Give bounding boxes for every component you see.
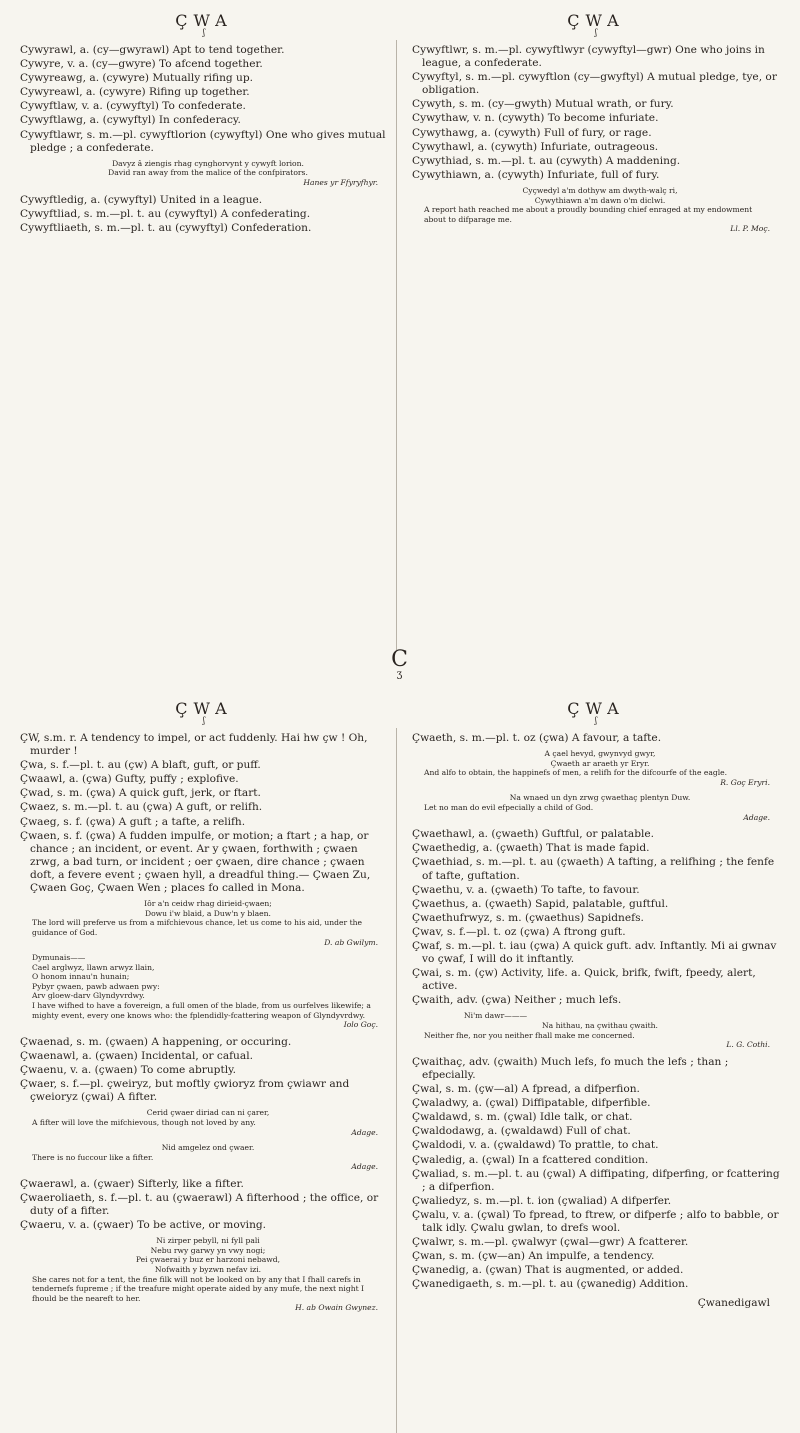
- dictionary-entry: Cywyftlaw, v. a. (cywyftyl) To confederate.: [20, 100, 246, 113]
- running-header: ÇWA ʃ: [567, 11, 625, 37]
- dictionary-entry: Cywyftlawg, a. (cywyftyl) In confederacy.: [20, 114, 241, 127]
- quote-cite: Ll. P. Moç.: [730, 224, 770, 234]
- dictionary-entry: Çwanedig, a. (çwan) That is augmented, or added.: [412, 1264, 684, 1277]
- quote-line: A çael hevyd, gwynvyd gwyr,: [544, 749, 656, 759]
- quote-line: Pei çwaerai y buz er harzoni nebawd,: [135, 1255, 281, 1265]
- quote-cite: L. G. Cothi.: [726, 1040, 770, 1050]
- bottom-right-column: [412, 688, 780, 1311]
- dictionary-entry: Cywythiad, s. m.—pl. t. au (cywyth) A maddening.: [412, 154, 681, 167]
- quote-cite: H. ab Owain Gwynez.: [295, 1303, 378, 1313]
- dictionary-entry: Çwaith, adv. (çwa) Neither ; much lefs.: [412, 994, 622, 1007]
- quote-translation: And alfo to obtain, the happinefs of men, a relifh for the difcourfe of the eagle.: [424, 768, 728, 778]
- dictionary-entry: Çwaenu, v. a. (çwaen) To come abruptly.: [20, 1064, 237, 1077]
- quote-block: [424, 186, 780, 234]
- dictionary-entry: Çwa, s. f.—pl. t. au (çw) A blaft, guft, or puff.: [20, 759, 261, 772]
- dictionary-entry: Çwaethedig, a. (çwaeth) That is made fapid.: [412, 842, 650, 855]
- quote-cite: Adage.: [351, 1127, 378, 1137]
- dictionary-entry: Cywythiawn, a. (cywyth) Infuriate, full of fury.: [412, 168, 660, 181]
- section-letter: C ʒ: [391, 647, 409, 680]
- dictionary-entry: Çwaldodi, v. a. (çwaldawd) To prattle, to chat.: [412, 1139, 659, 1152]
- dictionary-entry: Çwaeg, s. f. (çwa) A guft ; a tafte, a relifh.: [20, 815, 246, 828]
- quote-translation: There is no fuccour like a fifter.: [32, 1152, 154, 1162]
- quote-line: Pybyr çwaen, pawb adwaen pwy:: [32, 981, 160, 991]
- dictionary-entry: Cywyreawl, a. (cywyre) Rifing up together.: [20, 86, 250, 99]
- dictionary-entry: Çwav, s. f.—pl. t. oz (çwa) A ftrong guft.: [412, 925, 626, 938]
- dictionary-entry: Çwaenawl, a. (çwaen) Incidental, or cafual.: [20, 1049, 253, 1062]
- running-header: ÇWA ʃ: [175, 699, 233, 725]
- dictionary-entry: Cywythawl, a. (cywyth) Infuriate, outrageous.: [412, 140, 659, 153]
- dictionary-entry: Çwaawl, a. (çwa) Gufty, puffy ; explofive.: [20, 773, 239, 786]
- dictionary-entry: Cywyftledig, a. (cywyftyl) United in a league.: [20, 193, 263, 206]
- dictionary-entry: Çwal, s. m. (çw—al) A fpread, a difperfion.: [412, 1083, 640, 1096]
- dictionary-entry: Çwaethawl, a. (çwaeth) Guftful, or palatable.: [412, 828, 655, 841]
- dictionary-entry: Çwaen, s. f. (çwa) A fudden impulfe, or motion; a ftart ; a hap, or chance ; an incident, or event. Ar y çwaen, forthwith ; çwaen zrwg, a bad turn, or incident ; oer çwaen, dire chance ; çwaen doft, a fevere event ; çwaen hyll, a dreadful thing.— Çwaen Zu, Çwaen Goç, Çwaen Wen ; places fo called in Mona.: [20, 829, 371, 895]
- quote-block: [32, 899, 388, 947]
- dictionary-entry: Çwaldawd, s. m. (çwal) Idle talk, or chat.: [412, 1111, 633, 1124]
- dictionary-entry: Çwaliedyz, s. m.—pl. t. ion (çwaliad) A difperfer.: [412, 1194, 672, 1207]
- quote-cite: Iolo Goç.: [343, 1020, 378, 1030]
- dictionary-entry: Çwaethufrwyz, s. m. (çwaethus) Sapidnefs.: [412, 911, 644, 924]
- quote-block: [32, 1236, 388, 1313]
- quote-line: Cerid çwaer diriad can ni çarer,: [146, 1108, 270, 1118]
- dictionary-entry: Cywyftliaeth, s. m.—pl. t. au (cywyftyl) Confederation.: [20, 221, 312, 234]
- dictionary-entry: Çwai, s. m. (çw) Activity, life. a. Quick, brifk, fwift, fpeedy, alert, active.: [412, 967, 756, 993]
- dictionary-entry: Cywythaw, v. n. (cywyth) To become infuriate.: [412, 112, 659, 125]
- quote-cite: Adage.: [743, 812, 770, 822]
- dictionary-entry: Cywyreawg, a. (cywyre) Mutually rifing up.: [20, 72, 254, 85]
- dictionary-entry: Çwaethu, v. a. (çwaeth) To tafte, to favour.: [412, 883, 640, 896]
- dictionary-entry: Çwaeroliaeth, s. f.—pl. t. au (çwaerawl) A fifterhood ; the office, or duty of a fifter.: [20, 1191, 379, 1218]
- quote-line: Na wnaed un dyn zrwg çwaethaç plentyn Duw.: [509, 793, 691, 803]
- dictionary-entry: Cywythawg, a. (cywyth) Full of fury, or rage.: [412, 126, 652, 139]
- quote-cite: Hanes yr Ffyryfhyr.: [303, 177, 378, 187]
- dictionary-entry: Çwaliad, s. m.—pl. t. au (çwal) A diffipating, difperfing, or fcattering ; a difperfion.: [412, 1167, 780, 1193]
- dictionary-entry: Cywyftlawr, s. m.—pl. cywyftlorion (cywyftyl) One who gives mutual pledge ; a confederate.: [20, 128, 386, 154]
- quote-translation: A fifter will love the mifchievous, though not loved by any.: [32, 1117, 256, 1127]
- dictionary-entry: Çwad, s. m. (çwa) A quick guft, jerk, or ftart.: [20, 787, 261, 800]
- dictionary-entry: Cywyre, v. a. (cy—gwyre) To afcend together.: [20, 58, 263, 71]
- quote-line: Cywythiawn a'm dawn o'm diclwi.: [534, 195, 666, 205]
- quote-line: Nofwaith y byzwn nefav izi.: [154, 1265, 262, 1275]
- quote-block: [424, 793, 780, 822]
- dictionary-entry: Çwaldodawg, a. (çwaldawd) Full of chat.: [412, 1125, 631, 1138]
- catchword: Çwanedigawl: [697, 1297, 770, 1310]
- dictionary-entry: Çwaledig, a. (çwal) In a fcattered condition.: [412, 1153, 649, 1166]
- dictionary-entry: Çwaeru, v. a. (çwaer) To be active, or moving.: [20, 1219, 267, 1232]
- quote-line: Nid amgelez ond çwaer.: [161, 1143, 255, 1153]
- dictionary-entry: Cywyftliad, s. m.—pl. t. au (cywyftyl) A confederating.: [20, 207, 311, 220]
- dictionary-entry: Çwaethiad, s. m.—pl. t. au (çwaeth) A tafting, a relifhing ; the fenfe of tafte, guftation.: [412, 856, 775, 882]
- dictionary-entry: ÇW, s.m. r. A tendency to impel, or act fuddenly. Hai hw çw ! Oh, murder !: [20, 732, 368, 758]
- dictionary-entry: Çwaez, s. m.—pl. t. au (çwa) A guft, or relifh.: [20, 801, 263, 814]
- quote-translation: David ran away from the malice of the confpirators.: [108, 168, 308, 178]
- quote-block: [32, 159, 388, 188]
- dictionary-entry: Çwaenad, s. m. (çwaen) A happening, or occuring.: [20, 1035, 292, 1048]
- quote-translation: A report hath reached me about a proudly bounding chief enraged at my endowment about to difparage me.: [424, 205, 753, 224]
- top-right-column: [412, 0, 780, 240]
- quote-line: Cael arglwyz, llawn arwyz llain,: [32, 962, 155, 972]
- quote-block: [32, 953, 388, 1030]
- quote-line: Arv gloew-darv Glyndyvrdwy.: [32, 991, 145, 1001]
- quote-translation: Let no man do evil efpecially a child of God.: [424, 803, 594, 813]
- quote-line: Ni'm dawr———: [464, 1011, 528, 1021]
- quote-line: Nebu rwy garwy yn vwy nogi;: [150, 1245, 266, 1255]
- quote-line: Dymunais——: [32, 953, 86, 963]
- quote-line: Çwaeth ar araeth yr Eryr.: [550, 758, 650, 768]
- dictionary-entry: Çwaladwy, a. (çwal) Diffipatable, difperfible.: [412, 1097, 651, 1110]
- column-divider: [396, 728, 397, 1433]
- top-page: [0, 0, 800, 650]
- quote-line: Cyçwedyl a'm dothyw am dwyth-walç ri,: [522, 185, 678, 195]
- quote-cite: Adage.: [351, 1162, 378, 1172]
- bottom-left-column: [20, 688, 388, 1319]
- dictionary-entry: Çwaer, s. f.—pl. çweiryz, but moftly çwioryz from çwiawr and çweioryz (çwai) A fifter.: [20, 1078, 350, 1104]
- dictionary-entry: Çwaerawl, a. (çwaer) Sifterly, like a fifter.: [20, 1177, 244, 1190]
- quote-translation: She cares not for a tent, the fine filk will not be looked on by any that I fhall carefs in tendernefs fupreme ; if the treafure might operate aided by any mufe, the next night I fhould be the neareft to her.: [32, 1274, 365, 1303]
- dictionary-entry: Çwan, s. m. (çw—an) An impulfe, a tendency.: [412, 1250, 655, 1263]
- top-left-column: [20, 0, 388, 236]
- dictionary-entry: Cywyftyl, s. m.—pl. cywyftlon (cy—gwyftyl) A mutual pledge, tye, or obligation.: [412, 71, 777, 97]
- dictionary-entry: Cywyrawl, a. (cy—gwyrawl) Apt to tend together.: [20, 44, 285, 56]
- quote-line: O honom innau'n hunain;: [32, 972, 130, 982]
- quote-block: [424, 749, 780, 787]
- quote-cite: D. ab Gwilym.: [324, 937, 378, 947]
- running-header: ÇWA ʃ: [567, 699, 625, 725]
- quote-cite: R. Goç Eryri.: [720, 777, 770, 787]
- quote-line: Iôr a'n ceidw rhag dirieid-çwaen;: [144, 899, 272, 909]
- dictionary-entry: Cywyftlwr, s. m.—pl. cywyftlwyr (cywyftyl—gwr) One who joins in league, a confederate.: [412, 44, 765, 70]
- quote-block: [424, 1011, 780, 1049]
- dictionary-entry: Çwaeth, s. m.—pl. t. oz (çwa) A favour, a tafte.: [412, 732, 662, 744]
- quote-block: [32, 1108, 388, 1137]
- running-header: ÇWA ʃ: [175, 11, 233, 37]
- dictionary-entry: Çwalwr, s. m.—pl. çwalwyr (çwal—gwr) A fcatterer.: [412, 1236, 689, 1249]
- quote-line: Ni zirper pebyll, ni fyll pali: [156, 1236, 260, 1246]
- quote-block: [32, 1143, 388, 1172]
- quote-translation: I have wifhed to have a fovereign, a full omen of the blade, from us ourfelves likewife; a mighty event, every one knows who: the fplendidly-fcattering weapon of Glyndyvrdwy.: [32, 1001, 371, 1020]
- column-divider: [396, 40, 397, 650]
- quote-translation: Neither fhe, nor you neither fhall make me concerned.: [424, 1030, 635, 1040]
- dictionary-entry: Çwaethus, a. (çwaeth) Sapid, palatable, guftful.: [412, 897, 669, 910]
- dictionary-entry: Çwaithaç, adv. (çwaith) Much lefs, fo much the lefs ; than ; efpecially.: [412, 1055, 729, 1081]
- quote-line: Davyz â ziengis rhag cynghorvynt y cywyft lorion.: [112, 158, 304, 168]
- dictionary-entry: Çwanedigaeth, s. m.—pl. t. au (çwanedig) Addition.: [412, 1278, 689, 1291]
- bottom-page: [0, 688, 800, 1433]
- dictionary-entry: Çwalu, v. a. (çwal) To fpread, to ftrew, or difperfe ; alfo to babble, or talk idly. Çwalu gwlan, to drefs wool.: [412, 1208, 779, 1234]
- quote-translation: The lord will preferve us from a mifchievous chance, let us come to his aid, under the guidance of God.: [32, 918, 363, 937]
- dictionary-entry: Çwaf, s. m.—pl. t. iau (çwa) A quick guft. adv. Inftantly. Mi ai gwnav vo çwaf, I will do it inftantly.: [412, 940, 777, 966]
- dictionary-entry: Cywyth, s. m. (cy—gwyth) Mutual wrath, or fury.: [412, 98, 674, 111]
- quote-line: Na hithau, na çwithau çwaith.: [542, 1021, 658, 1031]
- quote-line: Dowu i'w blaid, a Duw'n y blaen.: [145, 908, 271, 918]
